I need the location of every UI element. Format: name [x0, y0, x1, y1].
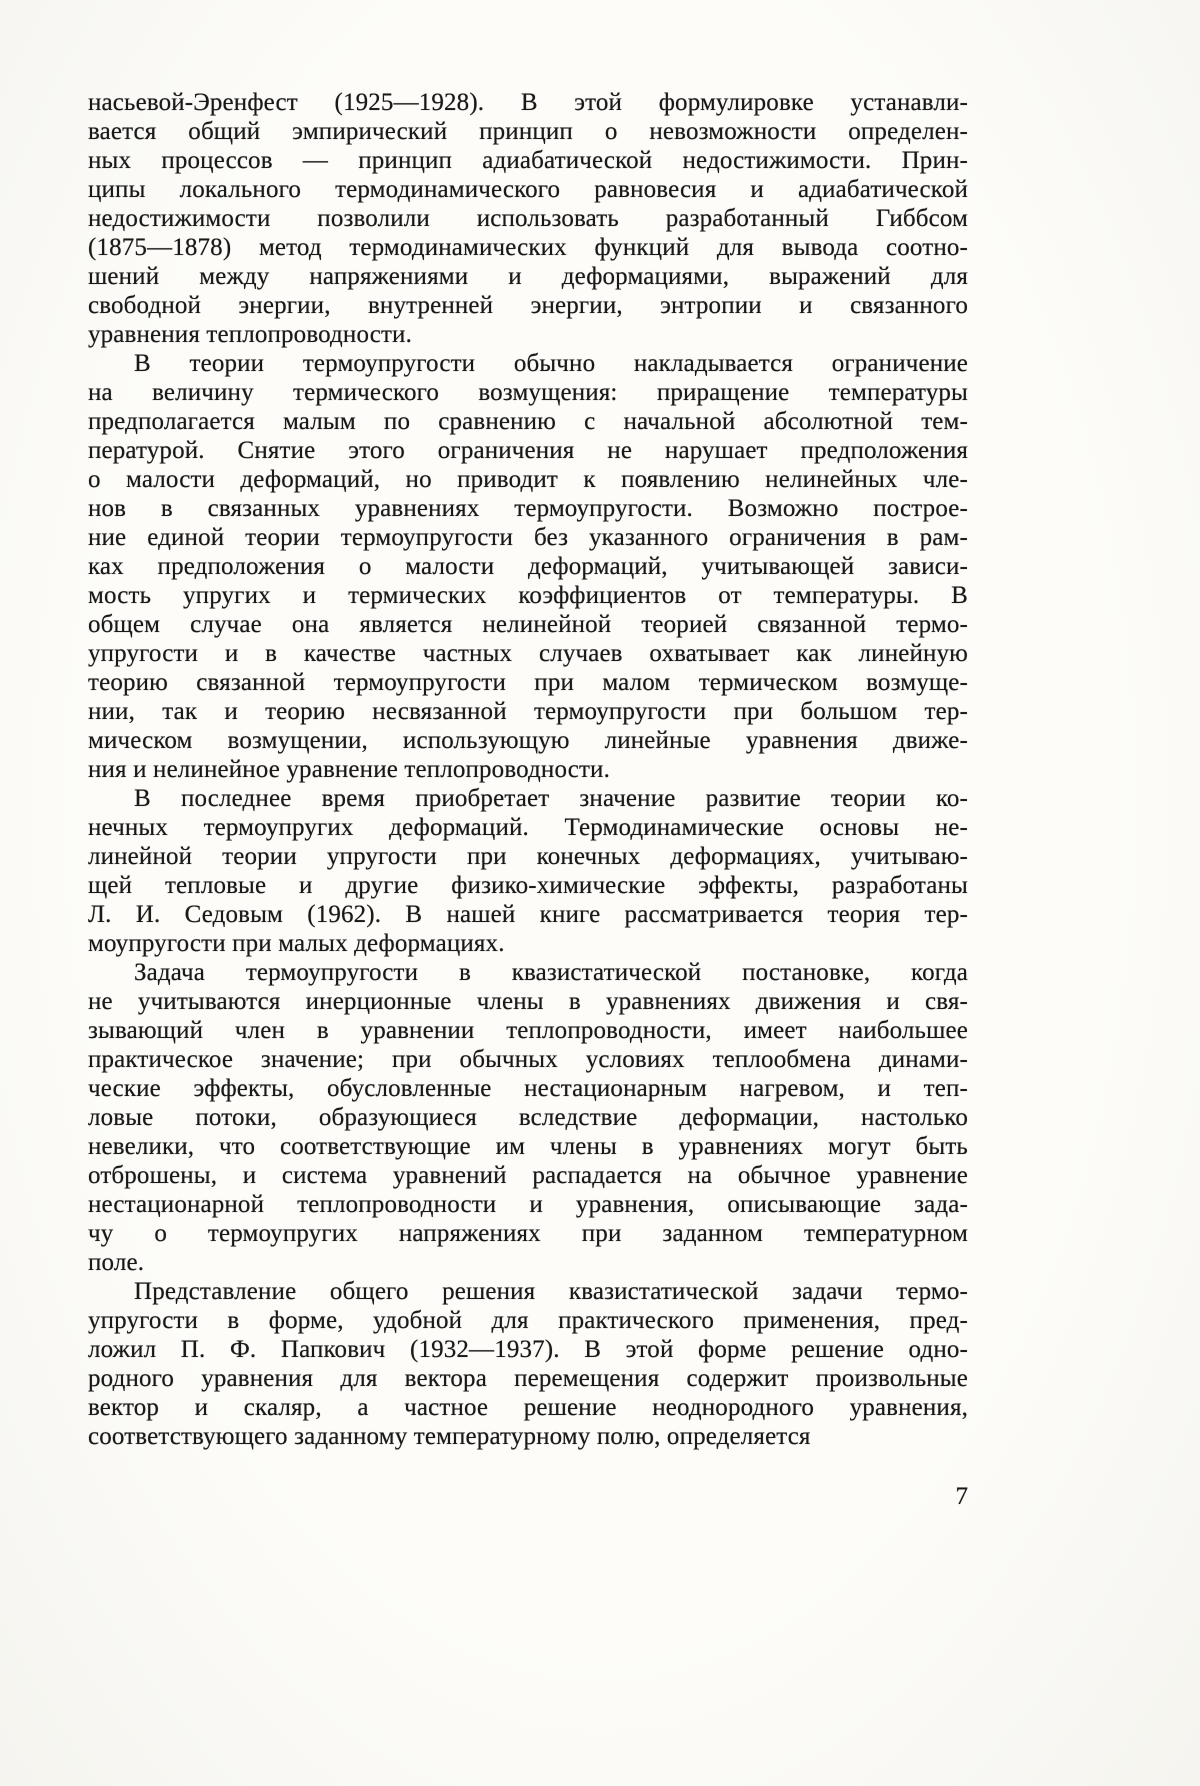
text-line: невелики, что соответствующие им члены в уравнениях могут быть [88, 1133, 968, 1160]
text-line: вектор и скаляр, а частное решение неоднородного уравнения, [88, 1394, 968, 1421]
paragraph [88, 88, 968, 349]
text-line: о малости деформаций, но приводит к появлению нелинейных чле- [88, 466, 968, 493]
text-line: ложил П. Ф. Папкович (1932—1937). В этой форме решение одно- [88, 1336, 968, 1363]
text-line: моупругости при малых деформациях. [88, 930, 505, 957]
text-line: мость упругих и термических коэффициентов от температуры. В [88, 582, 968, 609]
text-line: Задача термоупругости в квазистатической постановке, когда [134, 959, 968, 986]
paragraph [88, 349, 968, 784]
text-line: общем случае она является нелинейной теорией связанной термо- [88, 611, 968, 638]
text-line: (1875—1878) метод термодинамических функций для вывода соотно- [88, 234, 968, 261]
text-line: теорию связанной термоупругости при малом термическом возмуще- [88, 669, 968, 696]
text-line: щей тепловые и другие физико-химические эффекты, разработаны [88, 872, 968, 899]
text-line: линейной теории упругости при конечных деформациях, учитываю- [88, 843, 968, 870]
text-line: нечных термоупругих деформаций. Термодинамические основы не- [88, 814, 968, 841]
text-line: соответствующего заданному температурному полю, определяется [88, 1423, 811, 1450]
text-line: упругости и в качестве частных случаев охватывает как линейную [88, 640, 968, 667]
text-line: поле. [88, 1249, 145, 1276]
text-line: нестационарной теплопроводности и уравнения, описывающие зада- [88, 1191, 968, 1218]
text-line: ловые потоки, образующиеся вследствие деформации, настолько [88, 1104, 968, 1131]
text-line: ных процессов — принцип адиабатической недостижимости. Прин- [88, 147, 968, 174]
text-line: ках предположения о малости деформаций, учитывающей зависи- [88, 553, 968, 580]
text-line: недостижимости позволили использовать разработанный Гиббсом [88, 205, 968, 232]
text-line: нов в связанных уравнениях термоупругости. Возможно построе- [88, 495, 968, 522]
text-line: шений между напряжениями и деформациями, выражений для [88, 263, 968, 290]
text-line: насьевой-Эренфест (1925—1928). В этой формулировке устанавли- [88, 89, 968, 116]
text-line: Л. И. Седовым (1962). В нашей книге рассматривается теория тер- [88, 901, 968, 928]
paragraph [88, 1277, 968, 1451]
text-line: ческие эффекты, обусловленные нестационарным нагревом, и теп- [88, 1075, 968, 1102]
text-line: мическом возмущении, использующую линейные уравнения движе- [88, 727, 968, 754]
text-line: уравнения теплопроводности. [88, 321, 412, 348]
text-line: Представление общего решения квазистатической задачи термо- [134, 1278, 968, 1305]
text-line: чу о термоупругих напряжениях при заданном температурном [88, 1220, 968, 1247]
text-line: свободной энергии, внутренней энергии, энтропии и связанного [88, 292, 968, 319]
text-line: практическое значение; при обычных условиях теплообмена динами- [88, 1046, 968, 1073]
text-line: предполагается малым по сравнению с начальной абсолютной тем- [88, 408, 968, 435]
text-line: В последнее время приобретает значение развитие теории ко- [134, 785, 968, 812]
text-line: нии, так и теорию несвязанной термоупругости при большом тер- [88, 698, 968, 725]
text-line: отброшены, и система уравнений распадается на обычное уравнение [88, 1162, 968, 1189]
text-line: ние единой теории термоупругости без указанного ограничения в рам- [88, 524, 968, 551]
text-line: не учитываются инерционные члены в уравнениях движения и свя- [88, 988, 968, 1015]
text-line: родного уравнения для вектора перемещения содержит произвольные [88, 1365, 968, 1392]
text-line: пературой. Снятие этого ограничения не нарушает предположения [88, 437, 968, 464]
text-line: вается общий эмпирический принцип о невозможности определен- [88, 118, 968, 145]
paragraph [88, 784, 968, 958]
body-text [88, 88, 968, 1451]
text-line: на величину термического возмущения: приращение температуры [88, 379, 968, 406]
text-line: упругости в форме, удобной для практического применения, пред- [88, 1307, 968, 1334]
text-line: ния и нелинейное уравнение теплопроводности. [88, 756, 610, 783]
text-line: ципы локального термодинамического равновесия и адиабатической [88, 176, 968, 203]
text-line: зывающий член в уравнении теплопроводности, имеет наибольшее [88, 1017, 968, 1044]
page-number: 7 [955, 1483, 968, 1510]
text-line: В теории термоупругости обычно накладывается ограничение [134, 350, 968, 377]
paragraph [88, 958, 968, 1277]
